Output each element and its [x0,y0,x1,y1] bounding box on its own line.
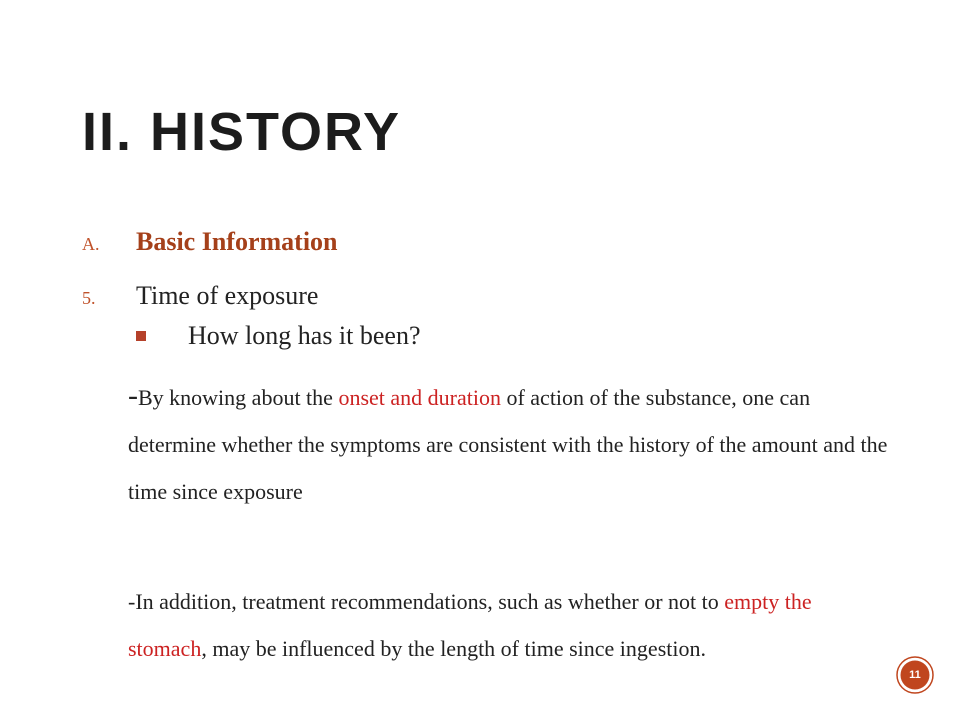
paragraph-onset [128,372,888,515]
paragraph-2-highlight: empty the stomach [128,589,812,661]
item-5-marker: 5. [82,288,96,308]
section-a-marker: A. [82,234,100,254]
bullet-item [128,320,421,352]
paragraph-1-highlight: onset and duration [338,385,501,410]
section-a-heading [82,226,338,260]
bullet-text: How long has it been? [188,321,421,350]
paragraph-1-text-after: of action of the substance, one can determine whether the symptoms are consistent with the history of the amount and the time since exposure [128,385,888,504]
slide-title: II. HISTORY [82,102,402,162]
paragraph-1-text-before: By knowing about the [138,385,339,410]
paragraph-treatment [128,578,888,672]
section-a-label: Basic Information [136,227,338,256]
page-number: 11 [909,669,921,681]
paragraph-2-text-after: , may be influenced by the length of time since ingestion. [201,636,706,661]
item-5-label: Time of exposure [136,281,319,310]
square-bullet-icon [136,331,146,341]
paragraph-1-dash: - [128,379,138,412]
page-number-badge [896,656,934,694]
paragraph-2-text-before: -In addition, treatment recommendations, such as whether or not to [128,589,725,614]
item-5-heading [82,280,318,314]
